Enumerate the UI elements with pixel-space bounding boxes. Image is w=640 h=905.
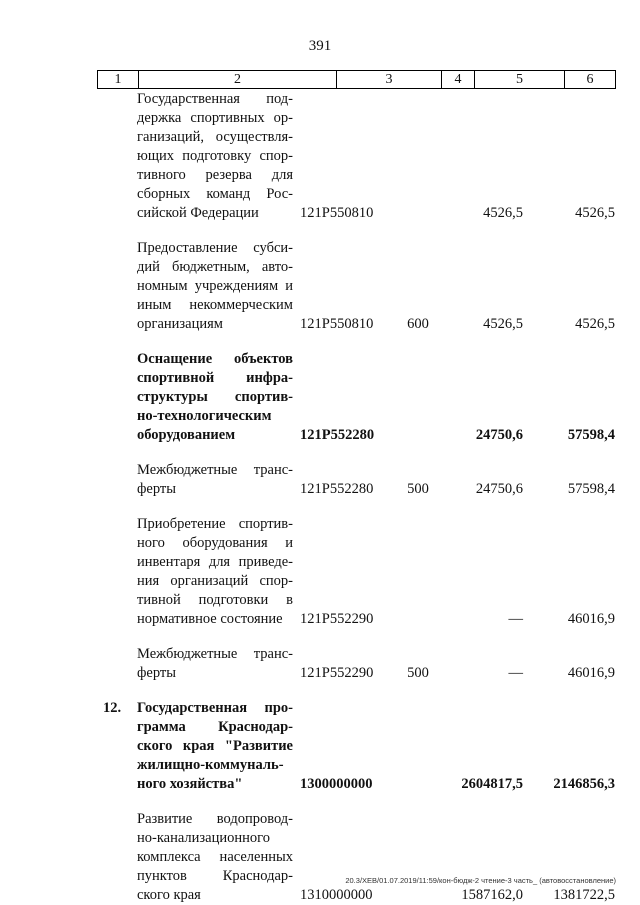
row-value-col6: 57598,4 [567, 481, 615, 497]
row-name-line: Межбюджетные транс- [137, 462, 293, 478]
row-value-col5: 4526,5 [483, 205, 523, 221]
row-value-col5: 24750,6 [475, 481, 523, 497]
row-name-line: Развитие водопровод- [137, 811, 293, 827]
row-value-col6: 4526,5 [575, 316, 615, 332]
table-row [0, 350, 640, 445]
header-cell-4: 4 [441, 71, 474, 88]
row-name-line: оборудованием [137, 427, 236, 443]
row-name-line: Государственная под- [137, 91, 293, 107]
row-name-line: пунктов Краснодар- [137, 868, 293, 884]
row-value-col5: 1587162,0 [461, 887, 523, 903]
row-name-line: ферты [137, 481, 176, 497]
row-name-line: ного хозяйства" [137, 776, 243, 792]
row-name-line: Оснащение объектов [137, 351, 293, 367]
table-row [0, 645, 640, 683]
row-expense-group: 500 [407, 665, 429, 681]
row-value-col5: 2604817,5 [461, 776, 523, 792]
row-name-line: организациям [137, 316, 223, 332]
header-cell-1: 1 [114, 72, 122, 87]
row-value-col5: — [508, 611, 523, 627]
table-row [0, 239, 640, 334]
row-name-line: тивной подготовки в [137, 592, 293, 608]
header-cell-2: 2 [138, 71, 336, 88]
table-row [0, 90, 640, 223]
row-name-line: но-технологическим [137, 408, 272, 424]
document-footer: 20.3/ХЕВ/01.07.2019/11:59/кон-бюдж-2 чтение-3 часть_ (автовосстановление) [345, 876, 616, 885]
table-row [0, 810, 640, 905]
header-cell-5: 5 [474, 71, 564, 88]
row-code: 1310000000 [300, 887, 373, 903]
row-value-col6: 4526,5 [575, 205, 615, 221]
row-name-line: тивного резерва для [137, 167, 293, 183]
row-name [137, 461, 293, 499]
row-name-line: ганизаций, осуществля- [137, 129, 293, 145]
row-name-line: Предоставление субси- [137, 240, 293, 256]
row-name-line: ния организаций спор- [137, 573, 293, 589]
row-value-col6: 1381722,5 [553, 887, 615, 903]
row-name-line: сийской Федерации [137, 205, 259, 221]
row-name-line: жилищно-коммуналь- [137, 757, 284, 773]
row-code: 1300000000 [300, 776, 373, 792]
row-name-line: держка спортивных ор- [137, 110, 293, 126]
row-name-line: иным некоммерческим [137, 297, 293, 313]
row-name-line: комплекса населенных [137, 849, 293, 865]
row-name-line: Приобретение спортив- [137, 516, 293, 532]
row-value-col5: 4526,5 [483, 316, 523, 332]
row-name [137, 645, 293, 683]
row-value-col6: 46016,9 [567, 611, 615, 627]
row-value-col5: — [508, 665, 523, 681]
row-name-line: ного оборудования и [137, 535, 293, 551]
row-name-line: сборных команд Рос- [137, 186, 293, 202]
row-code: 121P550810 [300, 205, 374, 221]
row-name-line: номным учреждениям и [137, 278, 293, 294]
table-row [0, 461, 640, 499]
row-name [137, 350, 293, 445]
row-code: 121P552290 [300, 665, 374, 681]
row-name [137, 810, 293, 905]
row-name [137, 90, 293, 223]
row-name-line: ского края "Развитие [137, 738, 293, 754]
row-code: 121P550810 [300, 316, 374, 332]
row-value-col6: 2146856,3 [553, 776, 615, 792]
row-name-line: грамма Краснодар- [137, 719, 293, 735]
row-name-line: ферты [137, 665, 176, 681]
table-header [97, 70, 616, 89]
row-name-line: нормативное состояние [137, 611, 283, 627]
row-name-line: ского края [137, 887, 201, 903]
row-name-line: инвентаря для приведе- [137, 554, 293, 570]
row-name-line: но-канализационного [137, 830, 270, 846]
row-name [137, 515, 293, 629]
row-name [137, 699, 293, 794]
row-code: 121P552280 [300, 427, 375, 443]
row-name-line: ющих подготовку спор- [137, 148, 293, 164]
page-number: 391 [308, 38, 332, 54]
row-name [137, 239, 293, 334]
row-expense-group: 600 [407, 316, 429, 332]
row-code: 121P552290 [300, 611, 374, 627]
table-row [0, 699, 640, 794]
row-name-line: Межбюджетные транс- [137, 646, 293, 662]
header-cell-6: 6 [564, 71, 615, 88]
row-name-line: дий бюджетным, авто- [137, 259, 293, 275]
row-value-col6: 57598,4 [567, 427, 615, 443]
row-value-col5: 24750,6 [475, 427, 523, 443]
row-name-line: спортивной инфра- [137, 370, 293, 386]
row-value-col6: 46016,9 [567, 665, 615, 681]
row-expense-group: 500 [407, 481, 429, 497]
row-number: 12. [103, 700, 122, 716]
table-row [0, 515, 640, 629]
row-code: 121P552280 [300, 481, 374, 497]
row-name-line: Государственная про- [137, 700, 293, 716]
row-name-line: структуры спортив- [137, 389, 293, 405]
header-cell-3: 3 [336, 71, 441, 88]
